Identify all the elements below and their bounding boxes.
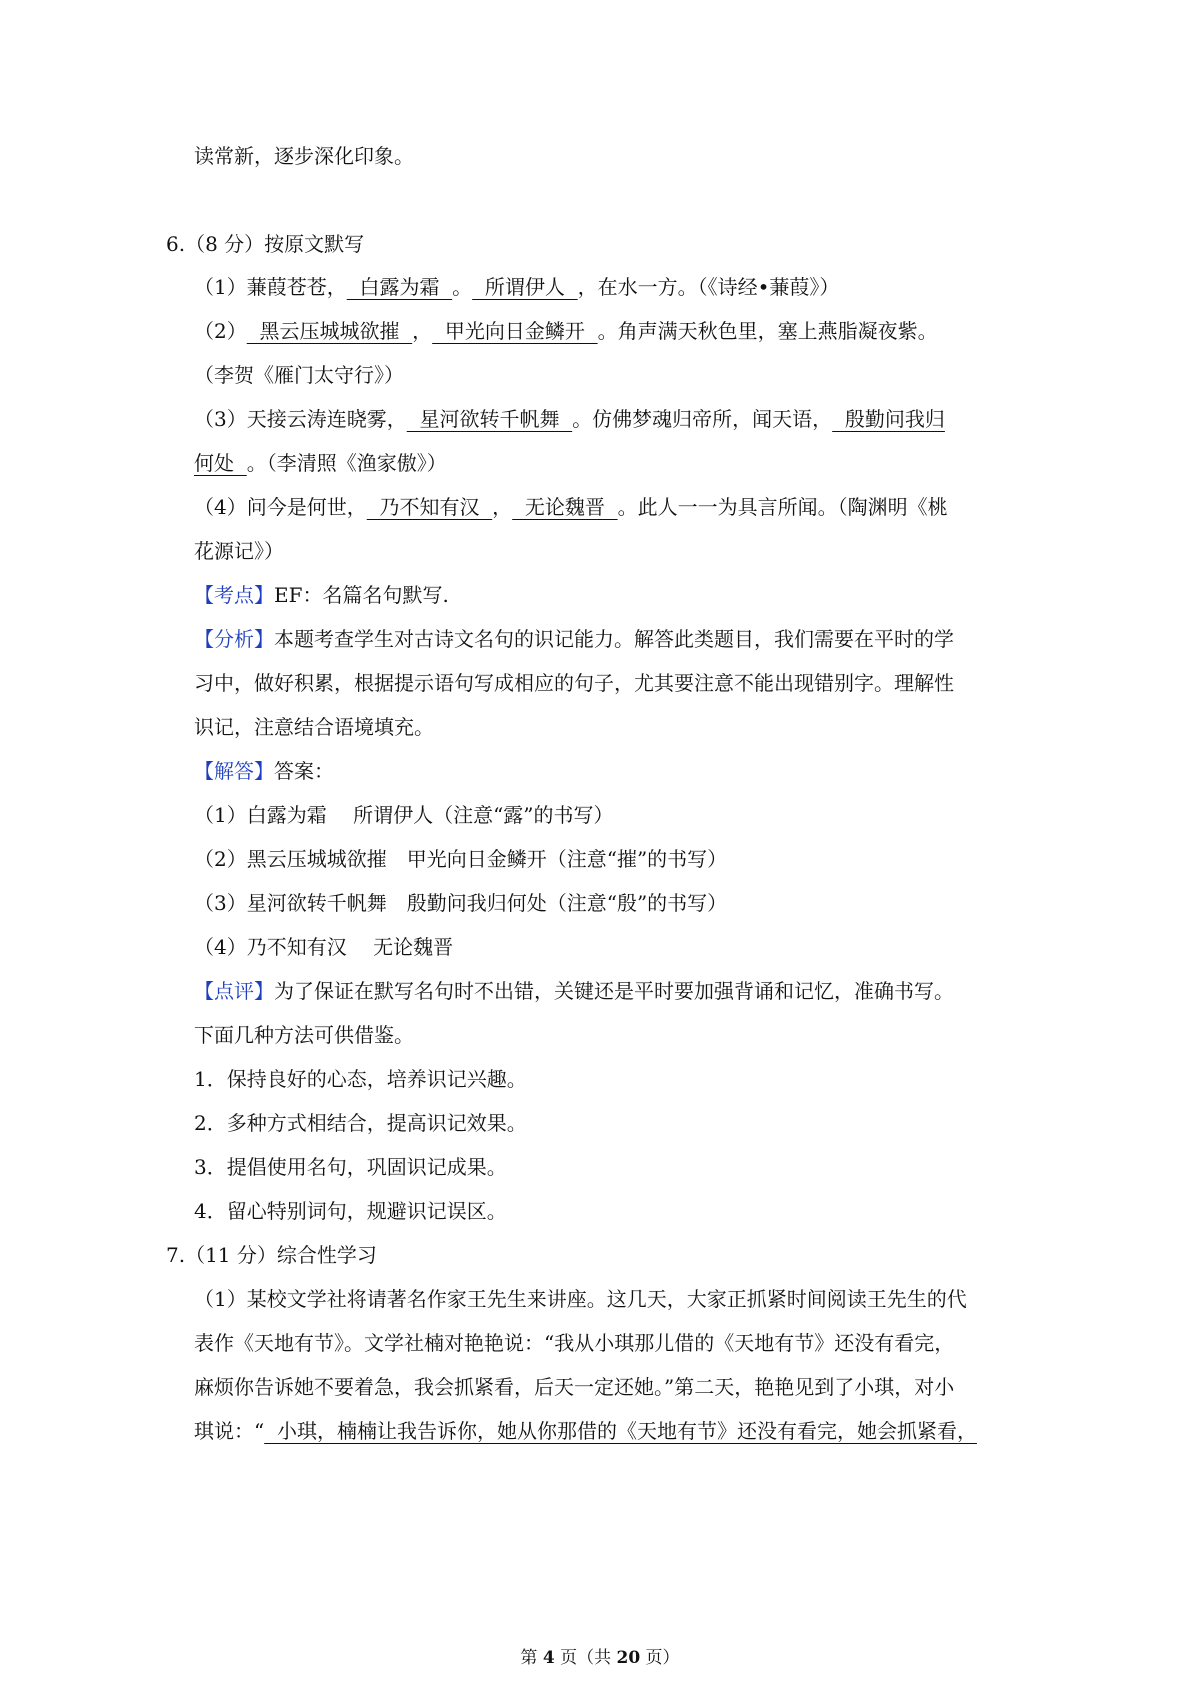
q6-item-1-tail: ，在水一方。（《诗经•蒹葭》）	[577, 275, 840, 299]
fenxi-text: 本题考查学生对古诗文名句的识记能力。解答此类题目，我们需要在平时的学	[274, 627, 954, 651]
q6-answer-blank: 乃不知有汉	[366, 495, 493, 519]
q6-answer-blank: 星河欲转千帆舞	[406, 407, 573, 431]
q7-paragraph-last	[194, 1417, 977, 1445]
dianping-text-cont: 下面几种方法可供借鉴。	[194, 1023, 414, 1047]
q6-answer-blank: 何处	[194, 451, 247, 475]
footer-page-number: 4	[542, 1648, 555, 1668]
jieda-tag: 【解答】	[194, 759, 274, 783]
q6-item-4-source: 花源记》）	[194, 539, 284, 563]
fenxi-section	[194, 625, 954, 653]
footer-prefix: 第	[520, 1648, 543, 1668]
q6-item-1-punct: 。	[452, 275, 473, 299]
q6-item-2-text: （2）	[194, 319, 247, 343]
footer-mid: 页（共	[554, 1648, 617, 1668]
dianping-tag: 【点评】	[194, 979, 274, 1003]
q6-item-3-source: 。（李清照《渔家傲》）	[246, 451, 447, 475]
q7-answer-blank: 小琪，楠楠让我告诉你，她从你那借的《天地有节》还没有看完，她会抓紧看，	[264, 1419, 977, 1443]
q6-answer-blank: 无论魏晋	[512, 495, 618, 519]
q6-answer-blank: 甲光向日金鳞开	[432, 319, 598, 343]
q6-item-4-tail: 。此人一一为具言所闻。（陶渊明《桃	[617, 495, 948, 519]
kaodian-tag: 【考点】	[194, 583, 274, 607]
q6-item-4-punct: ，	[492, 495, 513, 519]
q7-paragraph: 麻烦你告诉她不要着急，我会抓紧看，后天一定还她。”第二天，艳艳见到了小琪，对小	[194, 1375, 955, 1399]
dianping-text: 为了保证在默写名句时不出错，关键还是平时要加强背诵和记忆，准确书写。	[274, 979, 954, 1003]
fenxi-tag: 【分析】	[194, 627, 274, 651]
q6-item-1-text: （1）蒹葭苍苍，	[194, 275, 347, 299]
answer-line: （2）黑云压城城欲摧 甲光向日金鳞开（注意“摧”的书写）	[194, 847, 728, 871]
q6-item-2-punct: ，	[412, 319, 433, 343]
q6-answer-blank: 白露为霜	[346, 275, 453, 299]
jieda-text: 答案：	[274, 759, 334, 783]
q6-answer-blank: 殷勤问我归	[832, 407, 945, 431]
q6-item-3-mid: 。仿佛梦魂归帝所，闻天语，	[572, 407, 833, 431]
answer-line: （4）乃不知有汉 无论魏晋	[194, 935, 454, 959]
answer-line: （3）星河欲转千帆舞 殷勤问我归何处（注意“殷”的书写）	[194, 891, 728, 915]
q6-item-2-source: （李贺《雁门太守行》）	[194, 363, 404, 387]
footer-suffix: 页）	[640, 1648, 680, 1668]
q6-item-2-tail: 。角声满天秋色里，塞上燕脂凝夜紫。	[597, 319, 938, 343]
q6-item-3-text: （3）天接云涛连晓雾，	[194, 407, 407, 431]
question-6-heading: 6.（8 分）按原文默写	[166, 232, 365, 256]
tip-item: 3．提倡使用名句，巩固识记成果。	[194, 1155, 507, 1179]
q7-paragraph: （1）某校文学社将请著名作家王先生来讲座。这几天，大家正抓紧时间阅读王先生的代	[194, 1287, 967, 1311]
tip-item: 4．留心特别词句，规避识记误区。	[194, 1199, 507, 1223]
fenxi-text-cont: 识记，注意结合语境填充。	[194, 715, 434, 739]
q6-item-3	[194, 405, 945, 433]
answer-line: （1）白露为霜 所谓伊人（注意“露”的书写）	[194, 803, 614, 827]
q6-answer-blank: 所谓伊人	[472, 275, 578, 299]
tip-item: 2．多种方式相结合，提高识记效果。	[194, 1111, 527, 1135]
q7-quote-start: 琪说：“	[194, 1419, 265, 1443]
footer-total-pages: 20	[616, 1648, 641, 1668]
tip-item: 1．保持良好的心态，培养识记兴趣。	[194, 1067, 527, 1091]
fenxi-text-cont: 习中，做好积累，根据提示语句写成相应的句子，尤其要注意不能出现错别字。理解性	[194, 671, 954, 695]
dianping-section	[194, 977, 954, 1005]
q6-item-1	[194, 273, 839, 301]
kaodian-text: EF：名篇名句默写.	[274, 583, 449, 607]
kaodian-section	[194, 581, 449, 609]
q6-answer-blank: 黑云压城城欲摧	[246, 319, 413, 343]
q6-item-2	[194, 317, 938, 345]
q6-item-4	[194, 493, 948, 521]
jieda-section	[194, 757, 334, 785]
q7-paragraph: 表作《天地有节》。文学社楠对艳艳说：“我从小琪那儿借的《天地有节》还没有看完，	[194, 1331, 955, 1355]
continuation-text: 读常新，逐步深化印象。	[194, 144, 414, 168]
q6-item-3-cont	[194, 449, 447, 477]
question-7-heading: 7.（11 分）综合性学习	[166, 1243, 377, 1267]
page-footer	[0, 1646, 1200, 1670]
q6-item-4-text: （4）问今是何世，	[194, 495, 367, 519]
